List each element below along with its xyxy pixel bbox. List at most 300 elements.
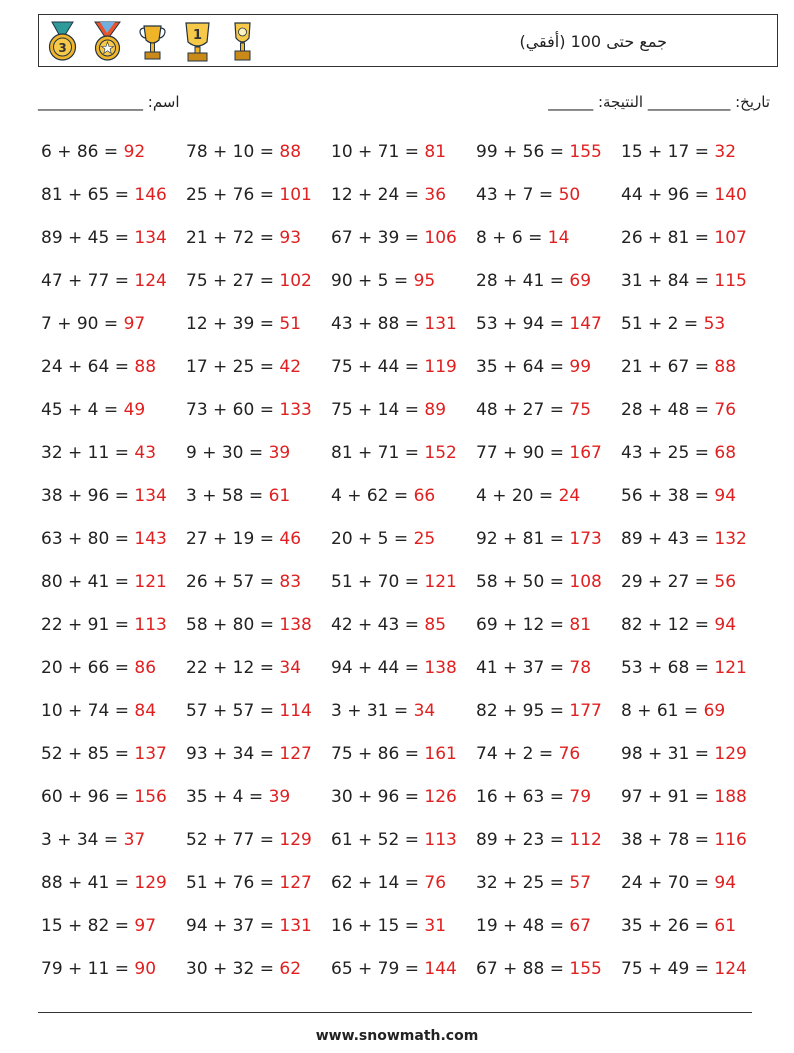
problem-answer: 146 [134, 185, 167, 205]
problem-expression: 99 + 56 = [476, 142, 570, 162]
problem-cell [41, 314, 145, 334]
problem-answer: 76 [714, 400, 737, 420]
problem-expression: 22 + 91 = [41, 615, 135, 635]
problem-answer: 134 [134, 486, 167, 506]
problem-cell [41, 529, 167, 549]
problem-expression: 61 + 52 = [331, 830, 425, 850]
problem-cell [476, 228, 569, 248]
problem-row [41, 142, 781, 168]
problem-answer: 95 [413, 271, 436, 291]
problem-answer: 177 [569, 701, 602, 721]
problem-answer: 68 [714, 443, 737, 463]
problem-cell [331, 486, 435, 506]
problem-expression: 92 + 81 = [476, 529, 570, 549]
svg-text:3: 3 [58, 41, 67, 55]
problem-answer: 140 [714, 185, 747, 205]
problem-cell [621, 142, 736, 162]
problem-cell [476, 658, 591, 678]
problem-cell [41, 916, 156, 936]
problem-expression: 90 + 5 = [331, 271, 414, 291]
problem-answer: 89 [424, 400, 447, 420]
problem-answer: 188 [714, 787, 747, 807]
problem-answer: 46 [279, 529, 302, 549]
problem-cell [186, 916, 312, 936]
problem-answer: 102 [279, 271, 312, 291]
problem-cell [621, 744, 747, 764]
problem-cell [621, 615, 736, 635]
problem-answer: 69 [703, 701, 726, 721]
problem-cell [331, 529, 435, 549]
problem-cell [186, 228, 301, 248]
problem-answer: 108 [569, 572, 602, 592]
problem-expression: 22 + 12 = [186, 658, 280, 678]
problem-expression: 43 + 7 = [476, 185, 559, 205]
problem-answer: 53 [703, 314, 726, 334]
problem-expression: 28 + 48 = [621, 400, 715, 420]
problem-expression: 67 + 88 = [476, 959, 570, 979]
problem-expression: 26 + 57 = [186, 572, 280, 592]
problem-answer: 138 [279, 615, 312, 635]
problem-answer: 66 [413, 486, 436, 506]
problem-expression: 51 + 76 = [186, 873, 280, 893]
problem-answer: 51 [279, 314, 302, 334]
problem-expression: 4 + 20 = [476, 486, 559, 506]
problem-answer: 76 [424, 873, 447, 893]
problem-expression: 51 + 70 = [331, 572, 425, 592]
problem-cell [621, 185, 747, 205]
problem-expression: 30 + 32 = [186, 959, 280, 979]
footer-url: www.snowmath.com [315, 1028, 479, 1044]
problem-answer: 32 [714, 142, 737, 162]
problem-expression: 97 + 91 = [621, 787, 715, 807]
problem-cell [41, 830, 145, 850]
problem-cell [621, 314, 725, 334]
problem-cell [476, 185, 580, 205]
problem-answer: 115 [714, 271, 747, 291]
trophy-gold-icon [224, 20, 261, 64]
problem-answer: 131 [424, 314, 457, 334]
problem-expression: 58 + 80 = [186, 615, 280, 635]
problem-answer: 88 [714, 357, 737, 377]
problem-cell [621, 572, 736, 592]
problem-cell [186, 314, 301, 334]
problem-expression: 98 + 31 = [621, 744, 715, 764]
problem-answer: 39 [268, 787, 291, 807]
problem-row [41, 744, 781, 770]
problem-expression: 56 + 38 = [621, 486, 715, 506]
problem-expression: 15 + 17 = [621, 142, 715, 162]
problem-expression: 82 + 12 = [621, 615, 715, 635]
problem-cell [186, 486, 290, 506]
problem-row [41, 572, 781, 598]
problem-expression: 75 + 86 = [331, 744, 425, 764]
problem-cell [476, 572, 602, 592]
problem-cell [621, 400, 736, 420]
problem-expression: 78 + 10 = [186, 142, 280, 162]
problem-cell [476, 357, 591, 377]
problem-expression: 93 + 34 = [186, 744, 280, 764]
problem-answer: 126 [424, 787, 457, 807]
problem-cell [331, 572, 457, 592]
problem-answer: 107 [714, 228, 747, 248]
problem-expression: 51 + 2 = [621, 314, 704, 334]
problem-cell [331, 959, 457, 979]
problem-cell [41, 615, 167, 635]
problem-expression: 38 + 96 = [41, 486, 135, 506]
problem-row [41, 486, 781, 512]
problem-cell [331, 873, 446, 893]
problem-cell [476, 615, 591, 635]
problem-answer: 42 [279, 357, 302, 377]
problem-expression: 30 + 96 = [331, 787, 425, 807]
problem-cell [41, 443, 156, 463]
problem-cell [331, 443, 457, 463]
problem-cell [621, 357, 736, 377]
problem-cell [186, 185, 312, 205]
problem-cell [621, 959, 747, 979]
problem-answer: 119 [424, 357, 457, 377]
problem-answer: 161 [424, 744, 457, 764]
problem-cell [621, 271, 747, 291]
footer-divider [38, 1012, 752, 1013]
problem-cell [331, 271, 435, 291]
problem-expression: 43 + 25 = [621, 443, 715, 463]
problem-cell [331, 400, 446, 420]
problem-answer: 127 [279, 873, 312, 893]
problem-cell [331, 701, 435, 721]
worksheet-title: جمع حتى 100 (أفقي) [519, 32, 667, 51]
problem-cell [186, 572, 301, 592]
problem-expression: 53 + 94 = [476, 314, 570, 334]
problem-expression: 20 + 5 = [331, 529, 414, 549]
problem-expression: 20 + 66 = [41, 658, 135, 678]
problem-expression: 47 + 77 = [41, 271, 135, 291]
problem-cell [186, 787, 290, 807]
problem-expression: 38 + 78 = [621, 830, 715, 850]
problem-expression: 67 + 39 = [331, 228, 425, 248]
problem-answer: 79 [569, 787, 592, 807]
problem-cell [621, 916, 736, 936]
problem-answer: 25 [413, 529, 436, 549]
problem-answer: 67 [569, 916, 592, 936]
problem-expression: 3 + 34 = [41, 830, 124, 850]
problem-expression: 3 + 31 = [331, 701, 414, 721]
problem-row [41, 228, 781, 254]
problem-answer: 137 [134, 744, 167, 764]
problem-answer: 129 [279, 830, 312, 850]
header-box [38, 14, 778, 67]
problem-answer: 34 [279, 658, 302, 678]
problem-cell [621, 830, 747, 850]
problem-row [41, 443, 781, 469]
problem-cell [476, 873, 591, 893]
problem-cell [476, 314, 602, 334]
problem-cell [476, 701, 602, 721]
problem-answer: 156 [134, 787, 167, 807]
problem-answer: 173 [569, 529, 602, 549]
problem-expression: 24 + 70 = [621, 873, 715, 893]
problem-answer: 14 [547, 228, 570, 248]
problem-answer: 36 [424, 185, 447, 205]
problem-cell [186, 142, 301, 162]
problem-answer: 121 [714, 658, 747, 678]
problem-answer: 129 [134, 873, 167, 893]
problem-cell [476, 271, 591, 291]
problem-expression: 88 + 41 = [41, 873, 135, 893]
problem-expression: 81 + 65 = [41, 185, 135, 205]
problem-answer: 92 [123, 142, 146, 162]
problem-cell [621, 443, 736, 463]
problem-cell [331, 658, 457, 678]
problem-expression: 53 + 68 = [621, 658, 715, 678]
problem-expression: 35 + 4 = [186, 787, 269, 807]
problem-expression: 48 + 27 = [476, 400, 570, 420]
problem-answer: 143 [134, 529, 167, 549]
problem-cell [41, 658, 156, 678]
problem-answer: 81 [424, 142, 447, 162]
problem-answer: 86 [134, 658, 157, 678]
problem-cell [476, 486, 580, 506]
problem-answer: 94 [714, 615, 737, 635]
problem-answer: 24 [558, 486, 581, 506]
problem-answer: 121 [424, 572, 457, 592]
problem-answer: 113 [424, 830, 457, 850]
problem-expression: 89 + 45 = [41, 228, 135, 248]
problem-cell [186, 271, 312, 291]
problem-expression: 32 + 11 = [41, 443, 135, 463]
problem-expression: 42 + 43 = [331, 615, 425, 635]
problem-answer: 113 [134, 615, 167, 635]
problem-answer: 37 [123, 830, 146, 850]
problem-cell [186, 443, 290, 463]
problem-expression: 12 + 39 = [186, 314, 280, 334]
problem-expression: 82 + 95 = [476, 701, 570, 721]
problem-expression: 3 + 58 = [186, 486, 269, 506]
problem-answer: 134 [134, 228, 167, 248]
problem-cell [41, 787, 167, 807]
problem-answer: 152 [424, 443, 457, 463]
problem-answer: 114 [279, 701, 312, 721]
problem-expression: 75 + 27 = [186, 271, 280, 291]
problem-answer: 124 [134, 271, 167, 291]
problem-expression: 60 + 96 = [41, 787, 135, 807]
problem-expression: 80 + 41 = [41, 572, 135, 592]
problem-expression: 44 + 96 = [621, 185, 715, 205]
problem-expression: 45 + 4 = [41, 400, 124, 420]
problem-answer: 88 [279, 142, 302, 162]
problem-cell [621, 873, 736, 893]
problem-expression: 43 + 88 = [331, 314, 425, 334]
problem-cell [476, 959, 602, 979]
problem-answer: 61 [714, 916, 737, 936]
problem-expression: 81 + 71 = [331, 443, 425, 463]
problem-expression: 4 + 62 = [331, 486, 414, 506]
problem-cell [41, 271, 167, 291]
problem-expression: 94 + 44 = [331, 658, 425, 678]
problem-expression: 77 + 90 = [476, 443, 570, 463]
problem-answer: 90 [134, 959, 157, 979]
problem-cell [331, 916, 446, 936]
problem-cell [41, 400, 145, 420]
problem-cell [186, 744, 312, 764]
medal-3-icon [44, 20, 81, 64]
problem-expression: 89 + 23 = [476, 830, 570, 850]
problem-answer: 147 [569, 314, 602, 334]
problem-answer: 76 [558, 744, 581, 764]
problem-row [41, 916, 781, 942]
problem-cell [41, 701, 156, 721]
problem-expression: 89 + 43 = [621, 529, 715, 549]
problem-expression: 52 + 85 = [41, 744, 135, 764]
problem-cell [186, 357, 301, 377]
problem-cell [331, 615, 446, 635]
problem-cell [331, 357, 457, 377]
problem-answer: 94 [714, 873, 737, 893]
problem-expression: 79 + 11 = [41, 959, 135, 979]
problem-expression: 75 + 49 = [621, 959, 715, 979]
problem-answer: 97 [123, 314, 146, 334]
problem-cell [41, 486, 167, 506]
problem-cell [186, 658, 301, 678]
problem-expression: 19 + 48 = [476, 916, 570, 936]
problem-expression: 65 + 79 = [331, 959, 425, 979]
problem-answer: 121 [134, 572, 167, 592]
problem-expression: 94 + 37 = [186, 916, 280, 936]
problem-answer: 144 [424, 959, 457, 979]
trophy-small-icon [134, 20, 171, 64]
problem-answer: 85 [424, 615, 447, 635]
problem-expression: 35 + 64 = [476, 357, 570, 377]
problem-cell [41, 185, 167, 205]
problem-expression: 26 + 81 = [621, 228, 715, 248]
problem-cell [621, 529, 747, 549]
problem-cell [331, 142, 446, 162]
problem-expression: 58 + 50 = [476, 572, 570, 592]
problem-cell [331, 314, 457, 334]
problem-expression: 28 + 41 = [476, 271, 570, 291]
problem-row [41, 271, 781, 297]
problem-cell [476, 830, 602, 850]
problem-row [41, 830, 781, 856]
problem-expression: 12 + 24 = [331, 185, 425, 205]
problem-answer: 112 [569, 830, 602, 850]
problem-cell [331, 787, 457, 807]
svg-text:1: 1 [192, 28, 203, 43]
problem-answer: 75 [569, 400, 592, 420]
problem-expression: 52 + 77 = [186, 830, 280, 850]
problem-answer: 61 [268, 486, 291, 506]
problem-answer: 101 [279, 185, 312, 205]
problem-answer: 81 [569, 615, 592, 635]
problem-expression: 21 + 72 = [186, 228, 280, 248]
problem-answer: 43 [134, 443, 157, 463]
problem-cell [186, 529, 301, 549]
problem-expression: 62 + 14 = [331, 873, 425, 893]
problem-expression: 25 + 76 = [186, 185, 280, 205]
problem-expression: 31 + 84 = [621, 271, 715, 291]
problem-cell [331, 830, 457, 850]
problem-expression: 8 + 6 = [476, 228, 548, 248]
problem-expression: 7 + 90 = [41, 314, 124, 334]
problem-expression: 16 + 63 = [476, 787, 570, 807]
problem-expression: 16 + 15 = [331, 916, 425, 936]
problem-answer: 116 [714, 830, 747, 850]
problem-answer: 31 [424, 916, 447, 936]
problem-cell [186, 701, 312, 721]
trophy-1-icon [179, 20, 216, 64]
problem-row [41, 959, 781, 985]
problem-expression: 32 + 25 = [476, 873, 570, 893]
date-score-field: ______ :تاريخ: ___________ النتيجة [548, 93, 770, 111]
problem-expression: 24 + 64 = [41, 357, 135, 377]
problem-answer: 50 [558, 185, 581, 205]
problem-row [41, 701, 781, 727]
problem-expression: 41 + 37 = [476, 658, 570, 678]
problem-row [41, 529, 781, 555]
problem-answer: 129 [714, 744, 747, 764]
problem-answer: 34 [413, 701, 436, 721]
problem-expression: 75 + 14 = [331, 400, 425, 420]
award-icons [44, 20, 261, 64]
problem-cell [331, 744, 457, 764]
problem-row [41, 185, 781, 211]
problem-expression: 10 + 71 = [331, 142, 425, 162]
problem-cell [41, 873, 167, 893]
problem-cell [621, 701, 725, 721]
problem-row [41, 357, 781, 383]
problem-answer: 138 [424, 658, 457, 678]
problem-cell [186, 615, 312, 635]
problem-cell [41, 228, 167, 248]
problem-row [41, 873, 781, 899]
problem-answer: 56 [714, 572, 737, 592]
problem-cell [621, 658, 747, 678]
problem-cell [41, 572, 167, 592]
problem-answer: 62 [279, 959, 302, 979]
problem-cell [41, 744, 167, 764]
problem-expression: 8 + 61 = [621, 701, 704, 721]
problem-answer: 88 [134, 357, 157, 377]
problem-expression: 74 + 2 = [476, 744, 559, 764]
problem-expression: 10 + 74 = [41, 701, 135, 721]
problem-answer: 97 [134, 916, 157, 936]
problem-row [41, 400, 781, 426]
problem-cell [41, 357, 156, 377]
problem-answer: 78 [569, 658, 592, 678]
problem-answer: 106 [424, 228, 457, 248]
problem-expression: 17 + 25 = [186, 357, 280, 377]
problem-answer: 132 [714, 529, 747, 549]
problem-cell [476, 916, 591, 936]
problem-cell [621, 486, 736, 506]
problem-answer: 84 [134, 701, 157, 721]
problem-cell [186, 400, 312, 420]
problem-answer: 93 [279, 228, 302, 248]
problem-expression: 6 + 86 = [41, 142, 124, 162]
problem-row [41, 658, 781, 684]
problem-cell [186, 830, 312, 850]
problem-cell [476, 142, 602, 162]
problem-expression: 69 + 12 = [476, 615, 570, 635]
problem-cell [476, 400, 591, 420]
problem-answer: 124 [714, 959, 747, 979]
problem-answer: 133 [279, 400, 312, 420]
problem-expression: 63 + 80 = [41, 529, 135, 549]
name-field: اسم: ______________ [38, 93, 180, 111]
problem-expression: 35 + 26 = [621, 916, 715, 936]
problem-answer: 83 [279, 572, 302, 592]
problem-expression: 75 + 44 = [331, 357, 425, 377]
